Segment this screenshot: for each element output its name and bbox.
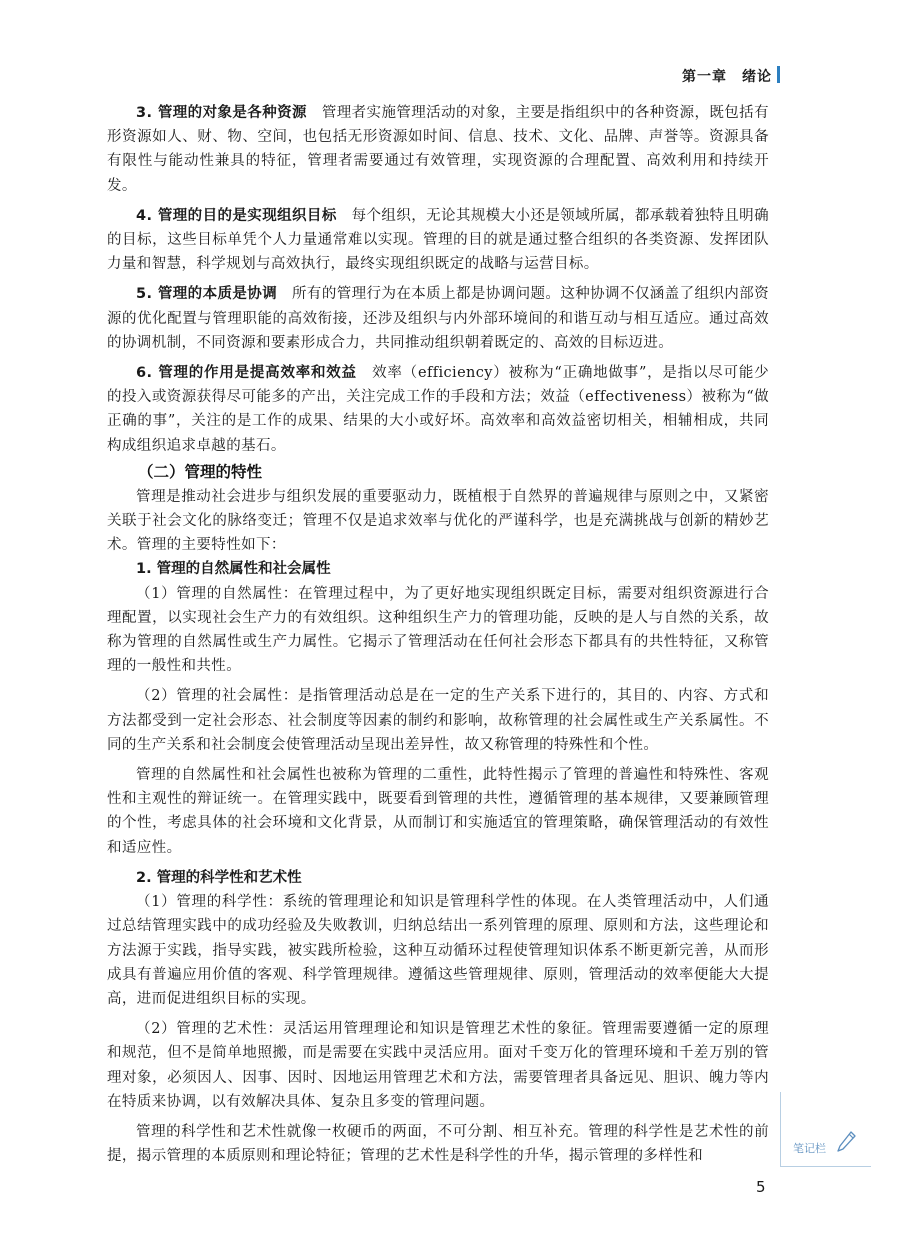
- item-3-label: 3. 管理的对象是各种资源: [136, 105, 307, 121]
- item-5-paragraph: [107, 282, 769, 355]
- page-number: 5: [756, 1178, 766, 1196]
- item-5-label: 5. 管理的本质是协调: [136, 286, 278, 303]
- art-paragraph: （2）管理的艺术性：灵活运用管理理论和知识是管理艺术性的象征。管理需要遵循一定的原理和规范，但不是简单地照搬，而是需要在实践中灵活应用。面对千变万化的管理环境和千差万别的管理对象，必须因人、因事、因时、因地运用管理艺术和方法，需要管理者具备远见、胆识、魄力等内在特质来协调，以有效解决具体、复杂且多变的管理问题。: [107, 1021, 769, 1110]
- social-attribute-paragraph: （2）管理的社会属性：是指管理活动总是在一定的生产关系下进行的，其目的、内容、方式和方法都受到一定社会形态、社会制度等因素的制约和影响，故称管理的社会属性或生产关系属性。不同的生产关系和社会制度会使管理活动呈现出差异性，故又称管理的特殊性和个性。: [107, 688, 769, 753]
- item-4-text: 每个组织，无论其规模大小还是领域所属，都承载着独特且明确的目标，这些目标单凭个人力量通常难以实现。管理的目的就是通过整合组织的各类资源、发挥团队力量和智慧，科学规划与高效执行，最终实现组织既定的战略与运营目标。: [107, 207, 769, 273]
- item-6-text: 效率（efficiency）被称为“正确地做事”，是指以尽可能少的投入或资源获得尽可能多的产出，关注完成工作的手段和方法；效益（effectiveness）被称为“做正确的事”，关注的是工作的成果、结果的大小或好坏。高效率和高效益密切相关，相辅相成，共同构成组织追求卓越的基石。: [107, 365, 769, 454]
- item-3-paragraph: [107, 101, 769, 198]
- notes-label: 笔记栏: [793, 1142, 826, 1155]
- subsection-1-heading: 1. 管理的自然属性和社会属性: [136, 561, 331, 578]
- section-heading: （二）管理的特性: [138, 462, 263, 481]
- item-4-paragraph: [107, 204, 769, 277]
- item-6-paragraph: [107, 361, 769, 458]
- pencil-icon: [835, 1130, 857, 1154]
- header-accent-bar: [777, 66, 780, 83]
- section-intro: 管理是推动社会进步与组织发展的重要驱动力，既植根于自然界的普遍规律与原则之中，又紧密关联于社会文化的脉络变迁；管理不仅是追求效率与优化的严谨科学，也是充满挑战与创新的精妙艺术。管理的主要特性如下：: [107, 488, 769, 554]
- subsection-2-heading: 2. 管理的科学性和艺术性: [136, 869, 302, 886]
- natural-attribute-paragraph: （1）管理的自然属性：在管理过程中，为了更好地实现组织既定目标，需要对组织资源进行合理配置，以实现社会生产力的有效组织。这种组织生产力的管理功能，反映的是人与自然的关系，故称为管理的自然属性或生产力属性。它揭示了管理活动在任何社会形态下都具有的共性特征，又称管理的一般性和共性。: [107, 585, 769, 675]
- item-5-text: 所有的管理行为在本质上都是协调问题。这种协调不仅涵盖了组织内部资源的优化配置与管理职能的高效衔接，还涉及组织与内外部环境间的和谐互动与相互适应。通过高效的协调机制，不同资源和要素形成合力，共同推动组织朝着既定的、高效的目标迈进。: [107, 286, 770, 351]
- science-paragraph: （1）管理的科学性：系统的管理理论和知识是管理科学性的体现。在人类管理活动中，人们通过总结管理实践中的成功经验及失败教训，归纳总结出一系列管理的原理、原则和方法，这些理论和方法源于实践，指导实践，被实践所检验，这种互动循环过程使管理知识体系不断更新完善，从而形成具有普遍应用价值的客观、科学管理规律。遵循这些管理规律、原则，管理活动的效率便能大大提高，进而促进组织目标的实现。: [107, 894, 769, 1007]
- chapter-header: 第一章 绪论: [682, 69, 772, 85]
- page-body: [107, 101, 769, 1168]
- item-4-label: 4. 管理的目的是实现组织目标: [136, 207, 337, 224]
- notes-column: [780, 1092, 871, 1167]
- duality-paragraph: 管理的自然属性和社会属性也被称为管理的二重性，此特性揭示了管理的普遍性和特殊性、客观性和主观性的辩证统一。在管理实践中，既要看到管理的共性，遵循管理的基本规律，又要兼顾管理的个性，考虑具体的社会环境和文化背景，从而制订和实施适宜的管理策略，确保管理活动的有效性和适应性。: [107, 767, 769, 856]
- science-art-paragraph: 管理的科学性和艺术性就像一枚硬币的两面，不可分割、相互补充。管理的科学性是艺术性的前提，揭示管理的本质原则和理论特征；管理的艺术性是科学性的升华，揭示管理的多样性和: [107, 1123, 769, 1165]
- item-6-label: 6. 管理的作用是提高效率和效益: [136, 365, 357, 382]
- item-3-text: 管理者实施管理活动的对象，主要是指组织中的各种资源，既包括有形资源如人、财、物、空间，也包括无形资源如时间、信息、技术、文化、品牌、声誉等。资源具备有限性与能动性兼具的特征，管理者需要通过有效管理，实现资源的合理配置、高效利用和持续开发。: [107, 105, 769, 194]
